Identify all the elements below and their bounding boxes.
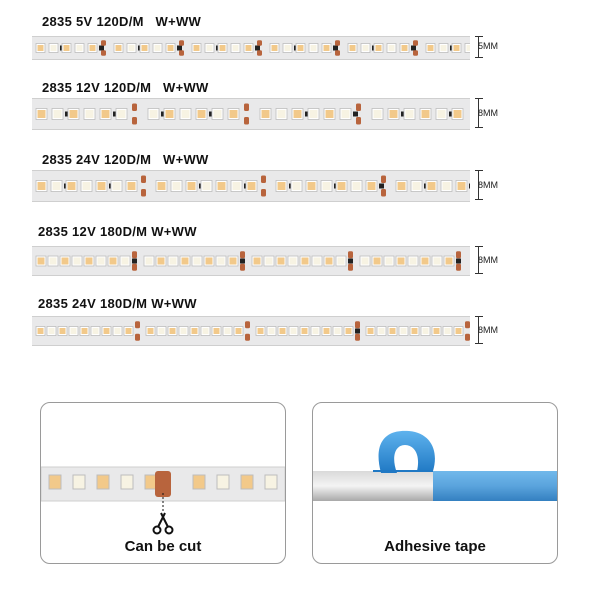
led-phosphor <box>83 182 91 190</box>
copper-pad <box>261 176 266 184</box>
cuttable-panel <box>40 402 286 564</box>
led-phosphor <box>218 258 225 265</box>
led-phosphor <box>54 110 62 118</box>
led-phosphor <box>158 258 165 265</box>
led-phosphor <box>413 182 421 190</box>
strip-title-5: 2835 24V 180D/M W+WW <box>38 296 197 311</box>
led-phosphor <box>390 110 398 118</box>
led-phosphor <box>362 258 369 265</box>
strip-row-2 <box>0 74 600 144</box>
copper-pad <box>132 104 137 112</box>
copper-pad <box>335 50 340 56</box>
led-phosphor <box>38 258 45 265</box>
strip-title-3: 2835 24V 120D/M W+WW <box>42 152 209 167</box>
led-phosphor <box>443 182 451 190</box>
copper-pad <box>141 189 146 197</box>
led-phosphor <box>194 258 201 265</box>
led-phosphor <box>218 182 226 190</box>
copper-pad <box>465 321 470 328</box>
copper-pad <box>356 104 361 112</box>
strip-width-label-2: 8MM <box>478 108 498 118</box>
resistor <box>132 259 137 264</box>
copper-pad <box>101 40 106 46</box>
led-strip-5 <box>32 316 470 346</box>
led-phosphor <box>456 328 462 334</box>
copper-pad <box>179 50 184 56</box>
led-phosphor <box>412 328 418 334</box>
led-phosphor <box>438 110 446 118</box>
led-phosphor <box>98 182 106 190</box>
led-phosphor <box>214 110 222 118</box>
led-phosphor <box>150 110 158 118</box>
led-phosphor <box>142 45 148 51</box>
led-chip <box>193 475 205 489</box>
led-phosphor <box>129 45 135 51</box>
led-phosphor <box>280 328 286 334</box>
led-phosphor <box>374 258 381 265</box>
led-phosphor <box>104 328 110 334</box>
led-phosphor <box>379 328 385 334</box>
led-phosphor <box>368 182 376 190</box>
led-phosphor <box>310 110 318 118</box>
resistor <box>353 112 358 117</box>
led-chip <box>49 475 61 489</box>
led-chip <box>97 475 109 489</box>
led-phosphor <box>254 258 261 265</box>
led-phosphor <box>77 45 83 51</box>
led-phosphor <box>350 45 356 51</box>
led-phosphor <box>458 182 466 190</box>
copper-pad <box>356 117 361 125</box>
resistor <box>411 46 416 51</box>
led-phosphor <box>422 110 430 118</box>
led-phosphor <box>168 45 174 51</box>
led-phosphor <box>38 328 44 334</box>
resistor <box>379 184 384 189</box>
led-phosphor <box>38 110 46 118</box>
led-phosphor <box>346 328 352 334</box>
copper-pad <box>132 264 137 271</box>
led-phosphor <box>423 328 429 334</box>
copper-pad <box>135 321 140 328</box>
strip-row-4 <box>0 222 600 292</box>
led-chip <box>265 475 277 489</box>
led-chip <box>217 475 229 489</box>
led-phosphor <box>422 258 429 265</box>
led-phosphor <box>122 258 129 265</box>
led-phosphor <box>338 182 346 190</box>
led-phosphor <box>445 328 451 334</box>
resistor <box>469 184 470 189</box>
led-phosphor <box>214 328 220 334</box>
led-phosphor <box>326 258 333 265</box>
copper-pad <box>355 321 360 328</box>
led-phosphor <box>86 110 94 118</box>
led-phosphor <box>207 45 213 51</box>
led-phosphor <box>62 258 69 265</box>
led-phosphor <box>233 45 239 51</box>
led-phosphor <box>368 328 374 334</box>
copper-pad <box>257 40 262 46</box>
led-phosphor <box>291 328 297 334</box>
adhesive-panel <box>312 402 558 564</box>
led-phosphor <box>269 328 275 334</box>
led-phosphor <box>49 328 55 334</box>
led-phosphor <box>285 45 291 51</box>
led-strip-2 <box>32 98 470 130</box>
led-phosphor <box>50 258 57 265</box>
led-phosphor <box>230 110 238 118</box>
led-phosphor <box>182 110 190 118</box>
led-phosphor <box>53 182 61 190</box>
led-phosphor <box>194 45 200 51</box>
led-phosphor <box>38 182 46 190</box>
led-phosphor <box>454 110 462 118</box>
led-phosphor <box>428 182 436 190</box>
led-phosphor <box>170 258 177 265</box>
resistor <box>240 259 245 264</box>
led-phosphor <box>363 45 369 51</box>
copper-pad <box>456 264 461 271</box>
led-phosphor <box>70 110 78 118</box>
led-phosphor <box>203 328 209 334</box>
led-phosphor <box>398 182 406 190</box>
copper-pad <box>465 334 470 341</box>
led-phosphor <box>38 45 44 51</box>
led-phosphor <box>86 258 93 265</box>
led-phosphor <box>90 45 96 51</box>
led-phosphor <box>272 45 278 51</box>
led-phosphor <box>434 328 440 334</box>
led-phosphor <box>82 328 88 334</box>
copper-pad <box>240 251 245 258</box>
led-phosphor <box>278 258 285 265</box>
led-phosphor <box>170 328 176 334</box>
strip-row-3 <box>0 146 600 222</box>
copper-pad <box>132 251 137 258</box>
led-phosphor <box>335 328 341 334</box>
led-phosphor <box>401 328 407 334</box>
led-phosphor <box>182 258 189 265</box>
led-chip <box>73 475 85 489</box>
led-phosphor <box>402 45 408 51</box>
led-phosphor <box>398 258 405 265</box>
led-phosphor <box>118 110 126 118</box>
led-phosphor <box>166 110 174 118</box>
copper-pad <box>348 251 353 258</box>
cut-caption: Can be cut <box>124 538 202 555</box>
led-phosphor <box>338 258 345 265</box>
led-phosphor <box>159 328 165 334</box>
copper-pad <box>101 50 106 56</box>
led-phosphor <box>102 110 110 118</box>
led-phosphor <box>173 182 181 190</box>
led-phosphor <box>293 182 301 190</box>
led-phosphor <box>64 45 70 51</box>
led-phosphor <box>203 182 211 190</box>
led-phosphor <box>51 45 57 51</box>
led-phosphor <box>198 110 206 118</box>
led-phosphor <box>389 45 395 51</box>
led-phosphor <box>374 110 382 118</box>
led-phosphor <box>115 328 121 334</box>
led-phosphor <box>192 328 198 334</box>
led-phosphor <box>206 258 213 265</box>
led-phosphor <box>148 328 154 334</box>
led-phosphor <box>278 110 286 118</box>
led-phosphor <box>262 110 270 118</box>
led-strip-3 <box>32 170 470 202</box>
led-phosphor <box>342 110 350 118</box>
copper-pad <box>240 264 245 271</box>
strip-title-4: 2835 12V 180D/M W+WW <box>38 224 197 239</box>
strip-title-1: 2835 5V 120D/M W+WW <box>42 14 202 29</box>
led-phosphor <box>71 328 77 334</box>
led-phosphor <box>353 182 361 190</box>
led-phosphor <box>278 182 286 190</box>
tape-caption: Adhesive tape <box>384 538 486 555</box>
led-phosphor <box>220 45 226 51</box>
led-phosphor <box>467 45 471 51</box>
copper-pad <box>141 176 146 184</box>
led-phosphor <box>290 258 297 265</box>
led-strip-4 <box>32 246 470 276</box>
led-phosphor <box>406 110 414 118</box>
led-phosphor <box>441 45 447 51</box>
copper-pad <box>135 334 140 341</box>
copper-pad <box>348 264 353 271</box>
led-phosphor <box>313 328 319 334</box>
led-strip-1 <box>32 36 470 60</box>
led-phosphor <box>266 258 273 265</box>
led-phosphor <box>188 182 196 190</box>
led-phosphor <box>326 110 334 118</box>
strip-width-label-5: 8MM <box>478 325 498 335</box>
led-phosphor <box>225 328 231 334</box>
led-phosphor <box>98 258 105 265</box>
led-phosphor <box>236 328 242 334</box>
led-phosphor <box>233 182 241 190</box>
copper-pad <box>456 251 461 258</box>
led-phosphor <box>128 182 136 190</box>
led-phosphor <box>74 258 81 265</box>
strip-row-5 <box>0 292 600 362</box>
led-phosphor <box>158 182 166 190</box>
led-phosphor <box>294 110 302 118</box>
led-phosphor <box>324 328 330 334</box>
resistor <box>333 46 338 51</box>
led-phosphor <box>386 258 393 265</box>
led-phosphor <box>390 328 396 334</box>
copper-pad <box>244 117 249 125</box>
copper-pad <box>381 189 386 197</box>
led-phosphor <box>258 328 264 334</box>
led-phosphor <box>302 328 308 334</box>
copper-pad <box>257 50 262 56</box>
led-phosphor <box>434 258 441 265</box>
led-phosphor <box>302 258 309 265</box>
led-phosphor <box>181 328 187 334</box>
led-phosphor <box>60 328 66 334</box>
led-phosphor <box>311 45 317 51</box>
resistor <box>456 259 461 264</box>
led-phosphor <box>116 45 122 51</box>
led-phosphor <box>298 45 304 51</box>
strip-row-1 <box>0 10 600 70</box>
led-chip <box>241 475 253 489</box>
led-phosphor <box>324 45 330 51</box>
led-phosphor <box>314 258 321 265</box>
copper-pad <box>132 117 137 125</box>
strip-width-label-3: 8MM <box>478 180 498 190</box>
strip-width-label-4: 8MM <box>478 255 498 265</box>
resistor <box>177 46 182 51</box>
led-phosphor <box>230 258 237 265</box>
led-chip <box>121 475 133 489</box>
led-phosphor <box>110 258 117 265</box>
led-phosphor <box>446 258 453 265</box>
led-phosphor <box>323 182 331 190</box>
led-phosphor <box>146 258 153 265</box>
led-phosphor <box>93 328 99 334</box>
copper-pad <box>179 40 184 46</box>
resistor <box>99 46 104 51</box>
resistor <box>355 329 360 334</box>
led-phosphor <box>376 45 382 51</box>
led-phosphor <box>126 328 132 334</box>
copper-pad <box>381 176 386 184</box>
resistor <box>348 259 353 264</box>
led-phosphor <box>246 45 252 51</box>
led-phosphor <box>155 45 161 51</box>
led-phosphor <box>113 182 121 190</box>
copper-pad <box>245 321 250 328</box>
copper-pad <box>355 334 360 341</box>
copper-pad <box>245 334 250 341</box>
resistor <box>255 46 260 51</box>
strip-title-2: 2835 12V 120D/M W+WW <box>42 80 209 95</box>
led-phosphor <box>454 45 460 51</box>
copper-pad <box>261 189 266 197</box>
led-phosphor <box>410 258 417 265</box>
copper-pad <box>413 40 418 46</box>
led-phosphor <box>248 182 256 190</box>
copper-pad <box>413 50 418 56</box>
led-phosphor <box>68 182 76 190</box>
copper-pad <box>244 104 249 112</box>
copper-pad <box>335 40 340 46</box>
led-phosphor <box>308 182 316 190</box>
led-phosphor <box>428 45 434 51</box>
strip-width-label-1: 5MM <box>478 41 498 51</box>
